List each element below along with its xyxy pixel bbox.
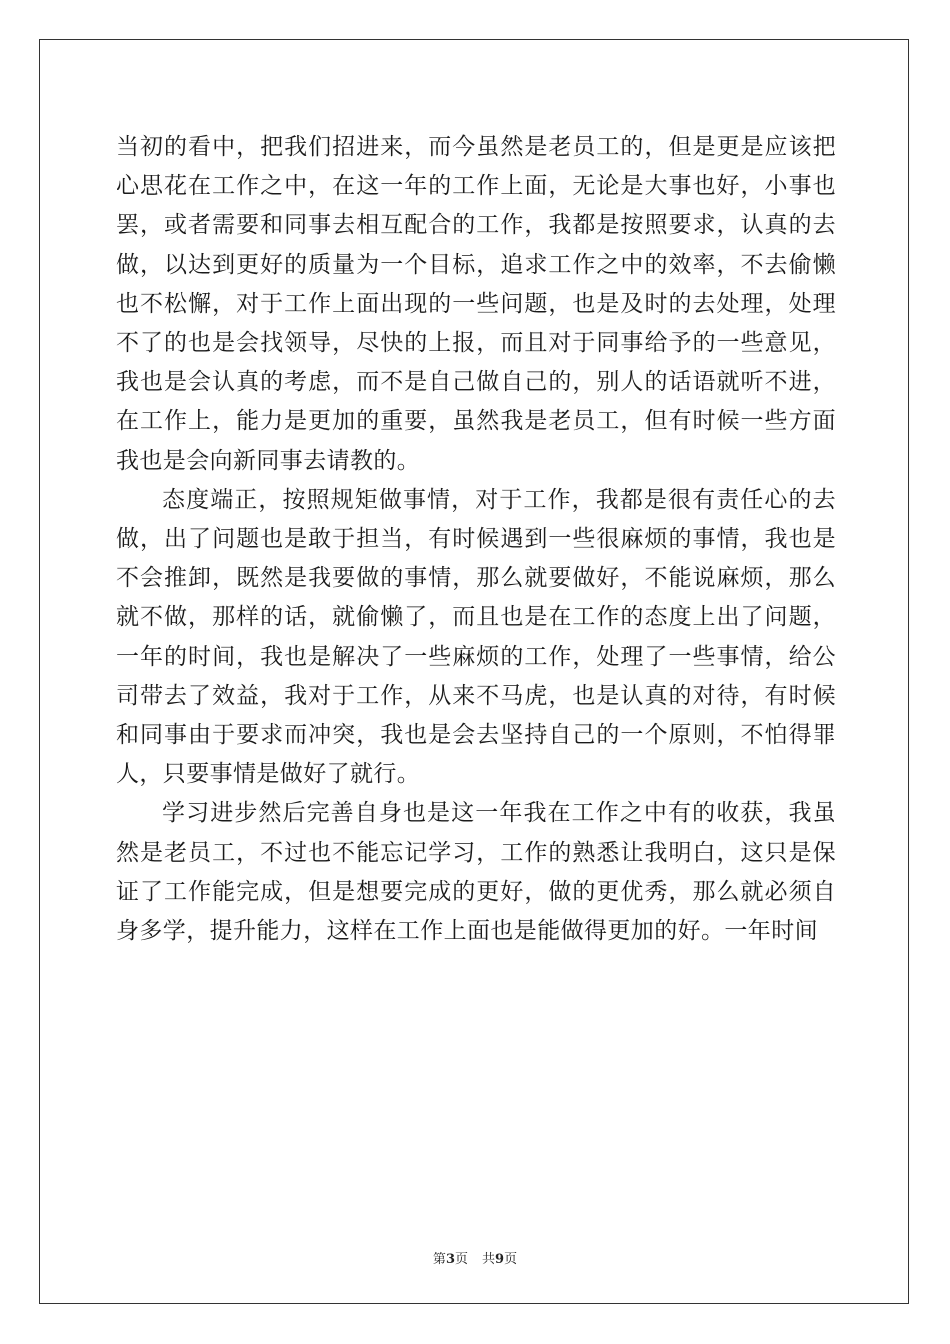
page-number-suffix: 页 <box>454 1252 468 1267</box>
total-pages-suffix: 页 <box>504 1252 518 1267</box>
document-body <box>116 128 836 951</box>
total-pages-number: 9 <box>495 1252 505 1267</box>
total-pages-prefix: 共 <box>482 1252 496 1267</box>
paragraph-2: 态度端正，按照规矩做事情，对于工作，我都是很有责任心的去做，出了问题也是敢于担当，有时候遇到一些很麻烦的事情，我也是不会推卸，既然是我要做的事情，那么就要做好，不能说麻烦，那么就不做，那样的话，就偷懒了，而且也是在工作的态度上出了问题，一年的时间，我也是解决了一些麻烦的工作，处理了一些事情，给公司带去了效益，我对于工作，从来不马虎，也是认真的对待，有时候和同事由于要求而冲突，我也是会去坚持自己的一个原则，不怕得罪人，只要事情是做好了就行。 <box>116 486 836 788</box>
paragraph-1: 当初的看中，把我们招进来，而今虽然是老员工的，但是更是应该把心思花在工作之中，在这一年的工作上面，无论是大事也好，小事也罢，或者需要和同事去相互配合的工作，我都是按照要求，认真的去做，以达到更好的质量为一个目标，追求工作之中的效率，不去偷懒也不松懈，对于工作上面出现的一些问题，也是及时的去处理，处理不了的也是会找领导，尽快的上报，而且对于同事给予的一些意见，我也是会认真的考虑，而不是自己做自己的，别人的话语就听不进，在工作上，能力是更加的重要，虽然我是老员工，但有时候一些方面我也是会向新同事去请教的。 <box>116 134 836 474</box>
page-footer <box>0 1248 950 1267</box>
current-page-number: 3 <box>445 1252 455 1267</box>
page-number-prefix: 第 <box>432 1252 446 1267</box>
paragraph-3: 学习进步然后完善自身也是这一年我在工作之中有的收获，我虽然是老员工，不过也不能忘记学习，工作的熟悉让我明白，这只是保证了工作能完成，但是想要完成的更好，做的更优秀，那么就必须自身多学，提升能力，这样在工作上面也是能做得更加的好。一年时间 <box>116 800 836 945</box>
